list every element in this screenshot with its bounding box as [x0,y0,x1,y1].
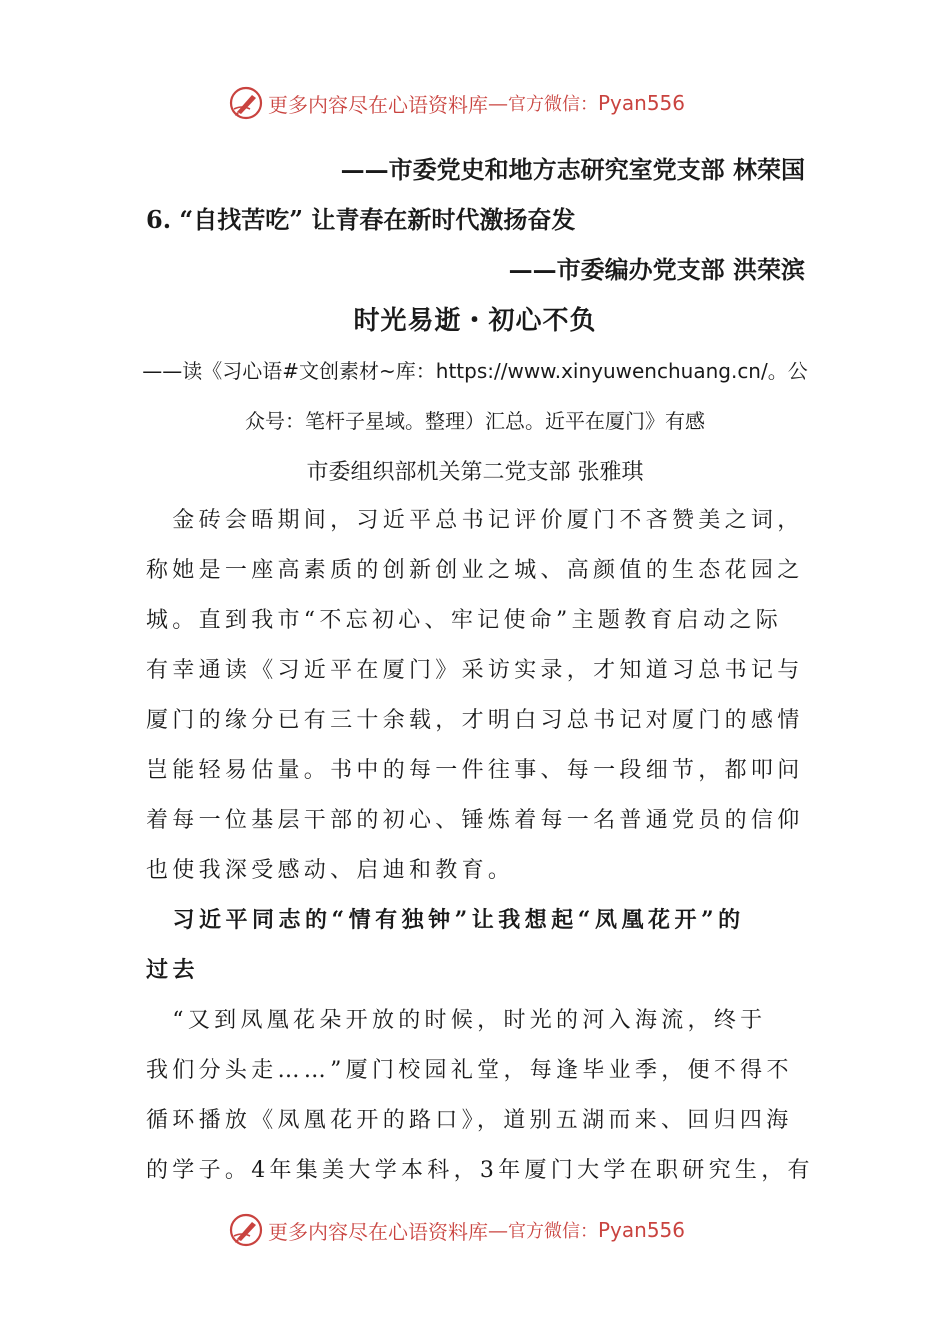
attribution-line-1: ——市委党史和地方志研究室党支部 林荣国 [340,155,805,184]
paragraph-line: 称她是一座高素质的创新创业之城、高颜值的生态花园之 [146,558,804,583]
banner-label: 官方微信： [508,94,598,115]
subsection-heading-line-1: 习近平同志的“情有独钟”让我想起“凤凰花开”的 [146,907,745,933]
paragraph-line: 循环播放《凤凰花开的路口》，道别五湖而来、回归四海 [146,1108,793,1133]
attribution-line-2: ——市委编办党支部 洪荣滨 [508,255,805,284]
banner-label: 官方微信： [508,1221,598,1242]
article-subtitle-line-2: 众号：笔杆子星域。整理）汇总。近平在厦门》有感 [245,409,705,433]
subsection-heading-line-2: 过去 [146,957,200,983]
paragraph-line: 有幸通读《习近平在厦门》采访实录，才知道习总书记与 [146,658,804,683]
pen-circle-logo-icon [228,85,264,121]
article-author: 市委组织部机关第二党支部 张雅琪 [306,460,644,485]
paragraph-line: 金砖会晤期间，习近平总书记评价厦门不吝赞美之词， [146,508,804,533]
paragraph-line: 城。直到我市“不忘初心、牢记使命”主题教育启动之际 [146,608,782,633]
banner-wechat-id: Pyan556 [598,1218,686,1242]
article-title: 时光易逝・初心不负 [353,306,597,336]
banner-separator: — [488,1218,508,1242]
paragraph-line: “又到凤凰花朵开放的时候，时光的河入海流，终于 [146,1008,767,1033]
article-subtitle-line-1: ——读《习心语#文创素材~库：https://www.xinyuwenchuang.cn/。公 [142,359,808,383]
banner-separator: — [488,91,508,115]
section-heading-6: 6. “自找苦吃” 让青春在新时代激扬奋发 [146,205,576,234]
paragraph-line: 也使我深受感动、启迪和教育。 [146,858,515,883]
header-watermark-banner [228,83,728,123]
paragraph-line: 岂能轻易估量。书中的每一件往事、每一段细节，都叩问 [146,758,804,783]
banner-text: 更多内容尽在心语资料库 [268,1219,488,1244]
paragraph-line: 的学子。4年集美大学本科，3年厦门大学在职研究生，有 [146,1158,814,1183]
footer-watermark-banner [228,1210,728,1250]
paragraph-line: 我们分头走……”厦门校园礼堂，每逢毕业季，便不得不 [146,1058,793,1083]
banner-text: 更多内容尽在心语资料库 [268,92,488,117]
pen-circle-logo-icon [228,1212,264,1248]
paragraph-line: 厦门的缘分已有三十余载，才明白习总书记对厦门的感情 [146,708,804,733]
paragraph-line: 着每一位基层干部的初心、锤炼着每一名普通党员的信仰 [146,808,804,833]
banner-wechat-id: Pyan556 [598,91,686,115]
